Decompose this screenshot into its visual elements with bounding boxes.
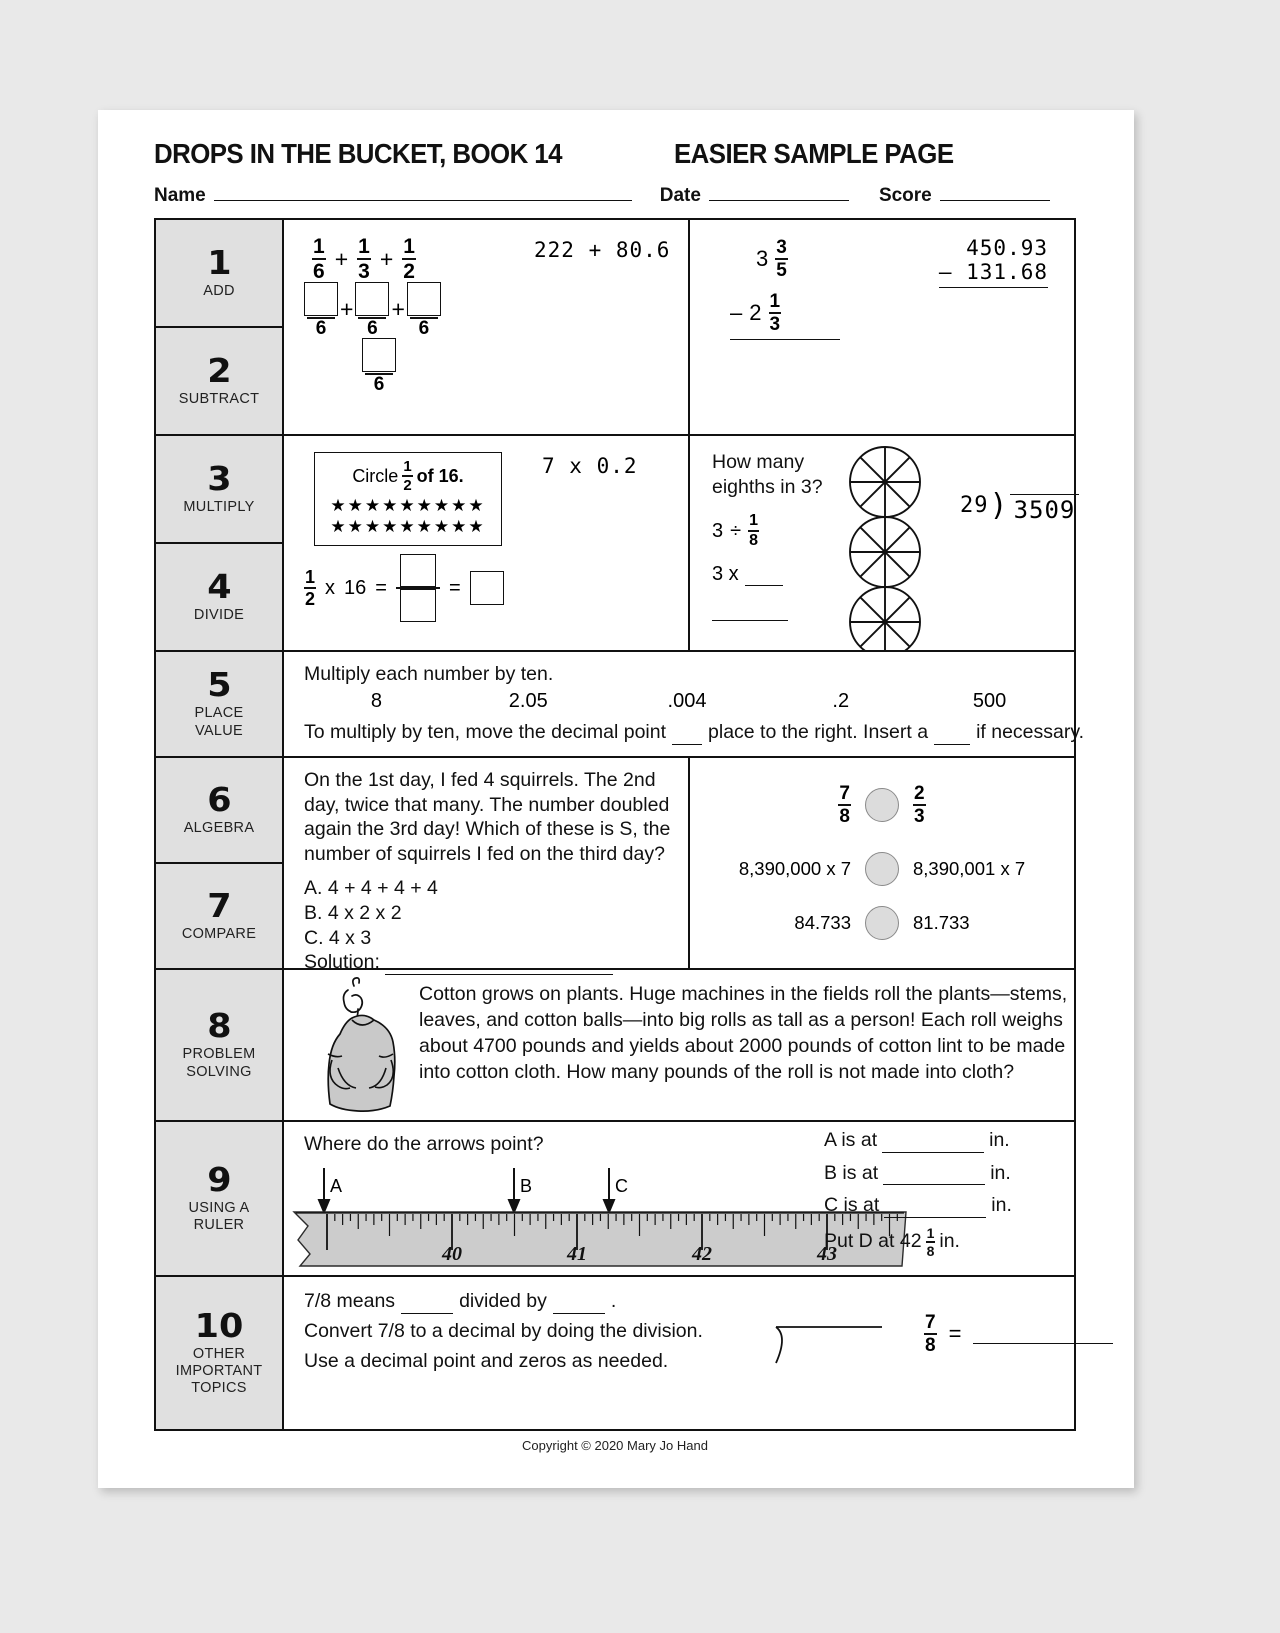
division-bracket-icon: ) bbox=[989, 488, 1009, 523]
subtrahend: – 131.68 bbox=[939, 260, 1048, 288]
algebra-problem-area bbox=[284, 758, 690, 973]
equals-sign: = bbox=[375, 576, 387, 599]
compare-pair-2 bbox=[690, 852, 1074, 886]
blank-line[interactable] bbox=[672, 744, 702, 745]
number-item[interactable]: .2 bbox=[832, 690, 850, 712]
number-item[interactable]: 500 bbox=[972, 690, 1007, 712]
fraction-one-third: $\frac{1}{3}$ bbox=[769, 291, 781, 335]
arrow-label-b: B bbox=[520, 1176, 533, 1196]
other-topics-area bbox=[284, 1277, 1074, 1429]
mixed-number-subtraction bbox=[730, 238, 840, 340]
page-header bbox=[154, 138, 1076, 182]
answer-box[interactable] bbox=[407, 282, 441, 316]
decimal-addition-problem: 222 + 80.6 bbox=[534, 238, 671, 262]
compare-pair-3 bbox=[690, 906, 1074, 940]
row-other-topics bbox=[156, 1277, 1074, 1429]
section-caption-2: SOLVING bbox=[186, 1063, 252, 1080]
section-4-label bbox=[156, 544, 282, 650]
algebra-paragraph: On the 1st day, I fed 4 squirrels. The 2nd day, twice that many. The number doubled again the 3rd day! Which of these is S, the number of squirrels I fed on the third day? bbox=[304, 769, 671, 865]
section-caption: ADD bbox=[203, 282, 235, 299]
section-caption-2: VALUE bbox=[195, 722, 243, 739]
worksheet-page bbox=[98, 110, 1134, 1488]
ruler-arrows bbox=[304, 1166, 904, 1214]
means-text-b: divided by bbox=[459, 1290, 547, 1312]
number-item[interactable]: 8 bbox=[370, 690, 382, 712]
answer-c-row bbox=[824, 1193, 1060, 1218]
section-number: 9 bbox=[206, 1159, 232, 1199]
blank-line[interactable] bbox=[401, 1313, 453, 1314]
three-times-blank[interactable]: 3 x bbox=[712, 563, 872, 586]
section-10-label bbox=[156, 1277, 282, 1429]
subtract-problem-area bbox=[690, 220, 1074, 434]
answer-c-input[interactable] bbox=[884, 1217, 986, 1218]
answer-box-fraction-3[interactable] bbox=[407, 282, 441, 339]
ruler-prompt: Where do the arrows point? bbox=[304, 1133, 544, 1155]
sentence-part-a: To multiply by ten, move the decimal point bbox=[304, 721, 667, 743]
section-number: 8 bbox=[206, 1006, 232, 1046]
numerator-box[interactable] bbox=[400, 554, 436, 587]
blank-line[interactable] bbox=[934, 744, 970, 745]
fraction-one-half: $\frac{1}{2}$ bbox=[403, 458, 412, 494]
ruler-tick-label: 43 bbox=[817, 1243, 837, 1265]
page-subtitle: EASIER SAMPLE PAGE bbox=[674, 138, 954, 169]
divide-sign: ÷ bbox=[730, 519, 742, 542]
copyright-notice: Copyright © 2020 Mary Jo Hand bbox=[522, 1438, 708, 1453]
row-problem-solving bbox=[156, 970, 1074, 1122]
answer-box-fraction-1[interactable] bbox=[304, 282, 338, 339]
compare-answer-circle[interactable] bbox=[865, 788, 899, 822]
compare-problem-area bbox=[690, 758, 1074, 968]
whole-number: 16 bbox=[344, 576, 367, 599]
fraction-total-answer[interactable] bbox=[362, 338, 396, 395]
place-value-numbers bbox=[304, 690, 1064, 713]
place-value-sentence bbox=[304, 720, 1084, 745]
cotton-paragraph: Cotton grows on plants. Huge machines in the fields roll the plants—stems, leaves, and cotton balls—into big rolls as tall as a person! Each roll weighs about 4700 pounds and yields about 2000 pounds of cotton lint to be made into cotton cloth. How many pounds of the roll is not made into cloth? bbox=[419, 983, 1068, 1083]
number-item[interactable]: 2.05 bbox=[508, 690, 548, 712]
answer-box[interactable] bbox=[355, 282, 389, 316]
number-item[interactable]: .004 bbox=[667, 690, 707, 712]
circle-instruction-post: of 16. bbox=[416, 465, 464, 486]
sentence-part-b: place to the right. Insert a bbox=[708, 721, 929, 743]
plus-sign: + bbox=[334, 245, 349, 272]
put-d-row bbox=[824, 1226, 1060, 1258]
stars-row-1[interactable]: ★★★★★★★★★ bbox=[330, 496, 486, 515]
compare-answer-circle[interactable] bbox=[865, 906, 899, 940]
decimal-subtraction-problem bbox=[939, 236, 1048, 288]
score-label: Score bbox=[878, 185, 932, 206]
fraction-one-eighth: $\frac{1}{8}$ bbox=[749, 512, 759, 550]
compare-left-value: 8,390,000 x 7 bbox=[738, 858, 851, 879]
unit-label: in. bbox=[939, 1230, 960, 1253]
decimal-answer-input[interactable] bbox=[973, 1324, 1113, 1344]
fraction-two-thirds: $\frac{2}{3}$ bbox=[914, 783, 925, 827]
row-using-ruler bbox=[156, 1122, 1074, 1277]
section-9-label bbox=[156, 1122, 282, 1275]
fraction-one-half: $\frac{1}{2}$ bbox=[305, 567, 316, 609]
person-illustration bbox=[308, 976, 418, 1118]
sentence-part-c: if necessary. bbox=[976, 721, 1085, 743]
section-number: 6 bbox=[206, 779, 232, 819]
page-title: DROPS IN THE BUCKET, BOOK 14 bbox=[154, 138, 562, 169]
choice-a[interactable]: A. 4 + 4 + 4 + 4 bbox=[304, 877, 438, 899]
section-number: 10 bbox=[194, 1305, 244, 1345]
plus-sign: + bbox=[340, 296, 354, 322]
minus-sign: – bbox=[730, 300, 743, 325]
fraction-seven-eighths: $\frac{7}{8}$ bbox=[839, 783, 850, 827]
means-text-a: 7/8 means bbox=[304, 1290, 396, 1312]
answer-b-label: B is at bbox=[824, 1161, 879, 1184]
score-input[interactable] bbox=[940, 184, 1050, 201]
date-label: Date bbox=[659, 185, 701, 206]
section-caption: MULTIPLY bbox=[183, 498, 255, 515]
choice-b[interactable]: B. 4 x 2 x 2 bbox=[304, 902, 402, 924]
circle-instruction-pre: Circle bbox=[352, 465, 399, 486]
question-line-1: How many bbox=[712, 451, 805, 473]
label-col-1-2 bbox=[156, 220, 284, 434]
section-number: 1 bbox=[206, 242, 232, 282]
answer-box-fraction-2[interactable] bbox=[355, 282, 389, 339]
ruler-tick-label: 40 bbox=[442, 1243, 462, 1265]
section-8-label bbox=[156, 970, 282, 1120]
add-problem-area bbox=[284, 220, 690, 434]
section-caption: COMPARE bbox=[181, 925, 257, 942]
label-col-9 bbox=[156, 1122, 284, 1275]
equals-sign: = bbox=[448, 576, 461, 599]
label-col-8 bbox=[156, 970, 284, 1120]
arrow-label-c: C bbox=[615, 1176, 628, 1196]
stars-row-2[interactable]: ★★★★★★★★★ bbox=[330, 517, 486, 536]
fraction-one-eighth: $\frac{1}{8}$ bbox=[926, 1224, 935, 1259]
row-add-subtract bbox=[156, 220, 1074, 436]
denominator-box[interactable] bbox=[400, 589, 436, 622]
section-number: 4 bbox=[206, 566, 232, 606]
worksheet-grid bbox=[154, 218, 1085, 1431]
equals-sign: = bbox=[948, 1321, 962, 1346]
ruler-problem-area bbox=[284, 1122, 1074, 1275]
circle-stars-box[interactable] bbox=[314, 452, 502, 546]
section-3-label bbox=[156, 436, 282, 544]
minuend: 450.93 bbox=[966, 236, 1048, 260]
section-caption: SUBTRACT bbox=[178, 390, 260, 407]
fraction-answer-boxes-row bbox=[304, 282, 441, 339]
answer-b-row bbox=[824, 1161, 1060, 1186]
row-algebra-compare bbox=[156, 758, 1074, 973]
blank-line[interactable] bbox=[745, 585, 783, 586]
answer-a-row bbox=[824, 1128, 1060, 1153]
eighths-circles-diagram bbox=[840, 442, 930, 650]
fraction-one-third: $\frac{1}{3}$ bbox=[358, 235, 370, 283]
unit-label: in. bbox=[990, 1161, 1011, 1184]
fraction-three-fifths: $\frac{3}{5}$ bbox=[776, 237, 787, 281]
arrow-label-a: A bbox=[330, 1176, 343, 1196]
section-6-label bbox=[156, 758, 282, 864]
place-value-problem-area bbox=[284, 652, 1085, 756]
name-label: Name bbox=[154, 185, 206, 206]
decimal-instruction: Use a decimal point and zeros as needed. bbox=[304, 1350, 669, 1372]
section-caption: PLACE bbox=[194, 705, 244, 722]
section-caption-2: RULER bbox=[193, 1217, 245, 1233]
section-caption-3: TOPICS bbox=[191, 1380, 247, 1397]
multiply-problem-area bbox=[284, 436, 690, 650]
answer-box-fraction[interactable] bbox=[396, 554, 440, 622]
means-text-c: . bbox=[610, 1290, 617, 1312]
section-number: 2 bbox=[206, 350, 232, 390]
times-sign: x bbox=[325, 576, 336, 599]
seven-eighths-equals-row bbox=[924, 1313, 1113, 1355]
put-d-text: Put D at 42 bbox=[824, 1230, 922, 1253]
row-multiply-divide bbox=[156, 436, 1074, 652]
plus-sign: + bbox=[379, 245, 394, 272]
label-col-10 bbox=[156, 1277, 284, 1429]
solution-label: Solution: bbox=[304, 951, 380, 973]
fraction-one-half: $\frac{1}{2}$ bbox=[403, 235, 415, 283]
answer-b-input[interactable] bbox=[883, 1184, 985, 1185]
convert-instruction: Convert 7/8 to a decimal by doing the division. bbox=[304, 1320, 703, 1342]
denominator: 6 bbox=[410, 317, 438, 339]
question-line-2: eighths in 3? bbox=[712, 475, 823, 498]
answer-box[interactable] bbox=[362, 338, 396, 372]
answer-c-label: C is at bbox=[824, 1194, 880, 1217]
long-division-workspace[interactable] bbox=[770, 1313, 890, 1370]
compare-right-value: 8,390,001 x 7 bbox=[913, 858, 1026, 879]
denominator: 6 bbox=[307, 317, 335, 339]
section-caption: OTHER bbox=[192, 1345, 246, 1362]
choice-c[interactable]: C. 4 x 3 bbox=[304, 927, 372, 949]
section-5-label bbox=[156, 652, 282, 756]
name-input[interactable] bbox=[214, 184, 632, 201]
section-caption: USING A bbox=[188, 1199, 250, 1216]
ruler-answers bbox=[824, 1128, 1060, 1258]
fraction-times-whole-expression bbox=[304, 554, 504, 622]
fraction-sum-expression bbox=[312, 236, 416, 282]
compare-pair-1 bbox=[690, 784, 1074, 826]
decimal-multiplication-problem: 7 x 0.2 bbox=[542, 454, 638, 478]
ruler-graphic bbox=[292, 1210, 908, 1275]
denominator: 6 bbox=[365, 373, 393, 395]
whole-number: 3 bbox=[756, 246, 769, 271]
section-2-label bbox=[156, 328, 282, 434]
label-col-6-7 bbox=[156, 758, 284, 968]
ruler-tick-label: 41 bbox=[567, 1243, 587, 1265]
seven-eighths-means-row bbox=[304, 1289, 616, 1314]
compare-right-value: 81.733 bbox=[913, 912, 970, 933]
problem-solving-area bbox=[284, 970, 1074, 1120]
section-caption: PROBLEM bbox=[182, 1046, 256, 1063]
label-col-3-4 bbox=[156, 436, 284, 650]
unit-label: in. bbox=[991, 1194, 1012, 1217]
plus-sign: + bbox=[391, 296, 405, 322]
divide-problem-area bbox=[690, 436, 1074, 650]
long-division-problem bbox=[960, 488, 1079, 524]
section-caption: DIVIDE bbox=[193, 606, 245, 623]
answer-a-label: A is at bbox=[824, 1129, 878, 1151]
label-col-5 bbox=[156, 652, 284, 756]
ruler-tick-label: 42 bbox=[692, 1243, 712, 1265]
denominator: 6 bbox=[358, 317, 386, 339]
section-7-label bbox=[156, 864, 282, 968]
final-answer-box[interactable] bbox=[470, 571, 504, 605]
place-value-instruction: Multiply each number by ten. bbox=[304, 663, 554, 685]
section-number: 3 bbox=[206, 458, 232, 498]
dividend: 3509 bbox=[1010, 494, 1080, 524]
fraction-seven-eighths: $\frac{7}{8}$ bbox=[925, 1312, 936, 1356]
fraction-one-sixth: $\frac{1}{6}$ bbox=[313, 235, 325, 283]
student-info-row bbox=[154, 184, 1076, 210]
compare-left-value: 84.733 bbox=[794, 912, 851, 933]
section-caption-2: IMPORTANT bbox=[175, 1362, 263, 1379]
unit-label: in. bbox=[989, 1129, 1010, 1151]
date-input[interactable] bbox=[709, 184, 849, 201]
row-place-value bbox=[156, 652, 1085, 758]
blank-line[interactable] bbox=[553, 1313, 605, 1314]
whole-number: 2 bbox=[749, 300, 762, 325]
section-number: 5 bbox=[206, 665, 232, 705]
section-number: 7 bbox=[206, 885, 232, 925]
divisor: 29 bbox=[960, 493, 989, 518]
answer-a-input[interactable] bbox=[882, 1152, 984, 1153]
section-1-label bbox=[156, 220, 282, 328]
compare-answer-circle[interactable] bbox=[865, 852, 899, 886]
section-caption: ALGEBRA bbox=[183, 819, 255, 836]
answer-box[interactable] bbox=[304, 282, 338, 316]
division-expression: 3 ÷ $\frac{1}{8}$ bbox=[712, 512, 759, 550]
